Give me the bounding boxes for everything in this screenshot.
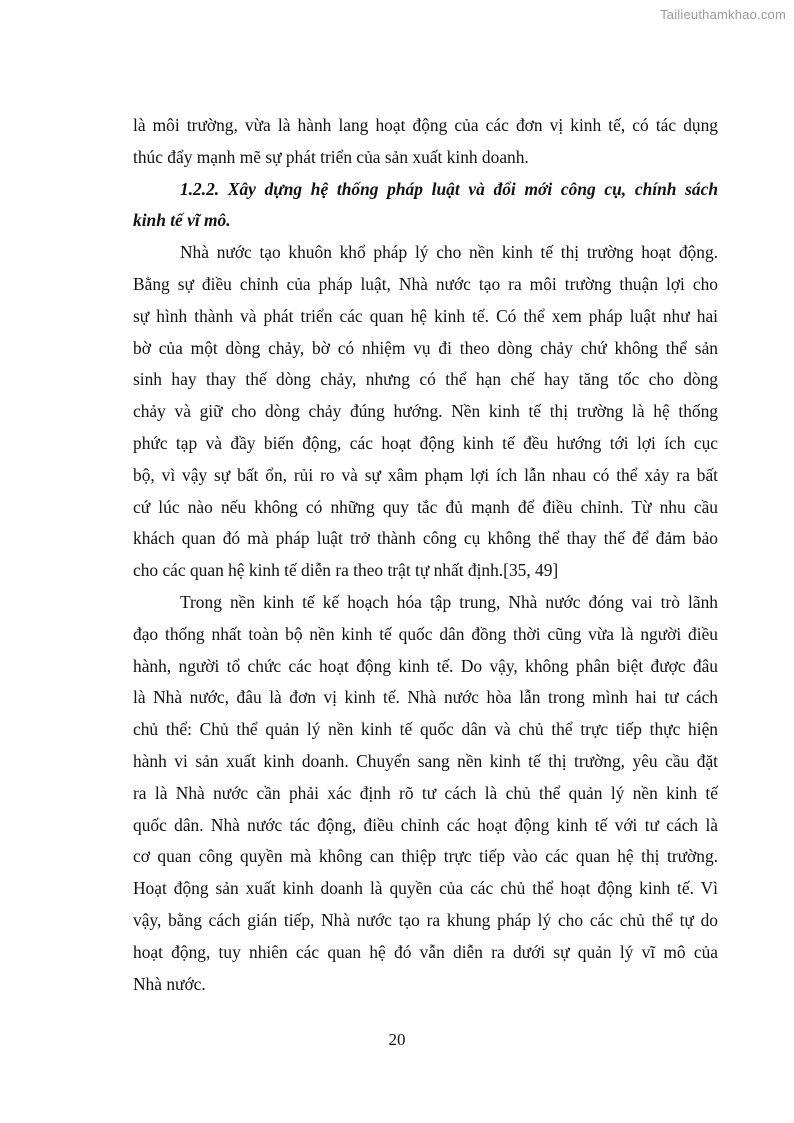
text-line: chảy và giữ cho dòng chảy đúng hướng. Nền kinh tế thị trường là hệ thống xyxy=(133,401,718,422)
text-line: hành vi sản xuất kinh doanh. Chuyển sang nền kinh tế thị trường, yêu cầu đặt xyxy=(133,750,718,771)
text-line: hành, người tổ chức các hoạt động kinh tế. Do vậy, không phân biệt được đâu xyxy=(133,655,718,676)
text-line: cơ quan công quyền mà không can thiệp trực tiếp vào các quan hệ thị trường. xyxy=(133,846,718,867)
text-line: Nhà nước tạo khuôn khổ pháp lý cho nền kinh tế thị trường hoạt động. xyxy=(180,242,718,263)
text-line: Trong nền kinh tế kế hoạch hóa tập trung, Nhà nước đóng vai trò lãnh xyxy=(180,591,718,612)
text-line: Hoạt động sản xuất kinh doanh là quyền của các chủ thể hoạt động kinh tế. Vì xyxy=(133,878,718,899)
text-line: hoạt động, tuy nhiên các quan hệ đó vẫn diễn ra dưới sự quản lý vĩ mô của xyxy=(133,941,718,962)
text-line: vậy, bằng cách gián tiếp, Nhà nước tạo ra khung pháp lý cho các chủ thể tự do xyxy=(133,909,718,930)
text-line: ra là Nhà nước cần phải xác định rõ tư cách là chủ thể quản lý nền kinh tế xyxy=(133,782,718,803)
page-body xyxy=(133,110,718,1000)
text-line: bờ của một dòng chảy, bờ có nhiệm vụ đi theo dòng chảy chứ không thể sản xyxy=(133,337,718,358)
section-heading xyxy=(133,174,718,238)
watermark: Tailieuthamkhao.com xyxy=(660,7,786,22)
text-line: là Nhà nước, đâu là đơn vị kinh tế. Nhà nước hòa lẫn trong mình hai tư cách xyxy=(133,687,718,708)
text-line: đạo thống nhất toàn bộ nền kinh tế quốc dân đồng thời cũng vừa là người điều xyxy=(133,623,718,644)
text-line: là môi trường, vừa là hành lang hoạt động của các đơn vị kinh tế, có tác dụng xyxy=(133,115,718,135)
text-line: khách quan đó mà pháp luật trở thành công cụ không thể thay thế để đảm bảo xyxy=(133,528,718,549)
text-line: sự hình thành và phát triển các quan hệ kinh tế. Có thể xem pháp luật như hai xyxy=(133,305,718,326)
text-line: thúc đẩy mạnh mẽ sự phát triển của sản xuất kinh doanh. xyxy=(133,146,529,167)
text-line: quốc dân. Nhà nước tác động, điều chỉnh các hoạt động kinh tế với tư cách là xyxy=(133,814,718,835)
heading-line: kinh tế vĩ mô. xyxy=(133,210,231,231)
text-line: Bằng sự điều chỉnh của pháp luật, Nhà nước tạo ra môi trường thuận lợi cho xyxy=(133,273,718,294)
paragraph-legal-framework xyxy=(133,237,718,587)
text-line: Nhà nước. xyxy=(133,973,206,994)
text-line: cứ lúc nào nếu không có những quy tắc đủ mạnh để điều chỉnh. Từ nhu cầu xyxy=(133,496,718,517)
text-line: phức tạp và đầy biến động, các hoạt động kinh tế đều hướng tới lợi ích cục xyxy=(133,432,718,453)
text-line: bộ, vì vậy sự bất ổn, rủi ro và sự xâm phạm lợi ích lẫn nhau có thể xảy ra bất xyxy=(133,464,718,485)
paragraph-planned-economy xyxy=(133,587,718,1000)
heading-line: 1.2.2. Xây dựng hệ thống pháp luật và đổi mới công cụ, chính sách xyxy=(180,178,718,199)
text-line: cho các quan hệ kinh tế diễn ra theo trật tự nhất định.[35, 49] xyxy=(133,560,559,581)
opening-paragraph xyxy=(133,110,718,174)
text-line: sinh hay thay thế dòng chảy, nhưng có thể hạn chế hay tăng tốc cho dòng xyxy=(133,369,718,390)
page-number: 20 xyxy=(388,1030,406,1049)
text-line: chủ thể: Chủ thể quản lý nền kinh tế quốc dân và chủ thể trực tiếp thực hiện xyxy=(133,719,718,740)
